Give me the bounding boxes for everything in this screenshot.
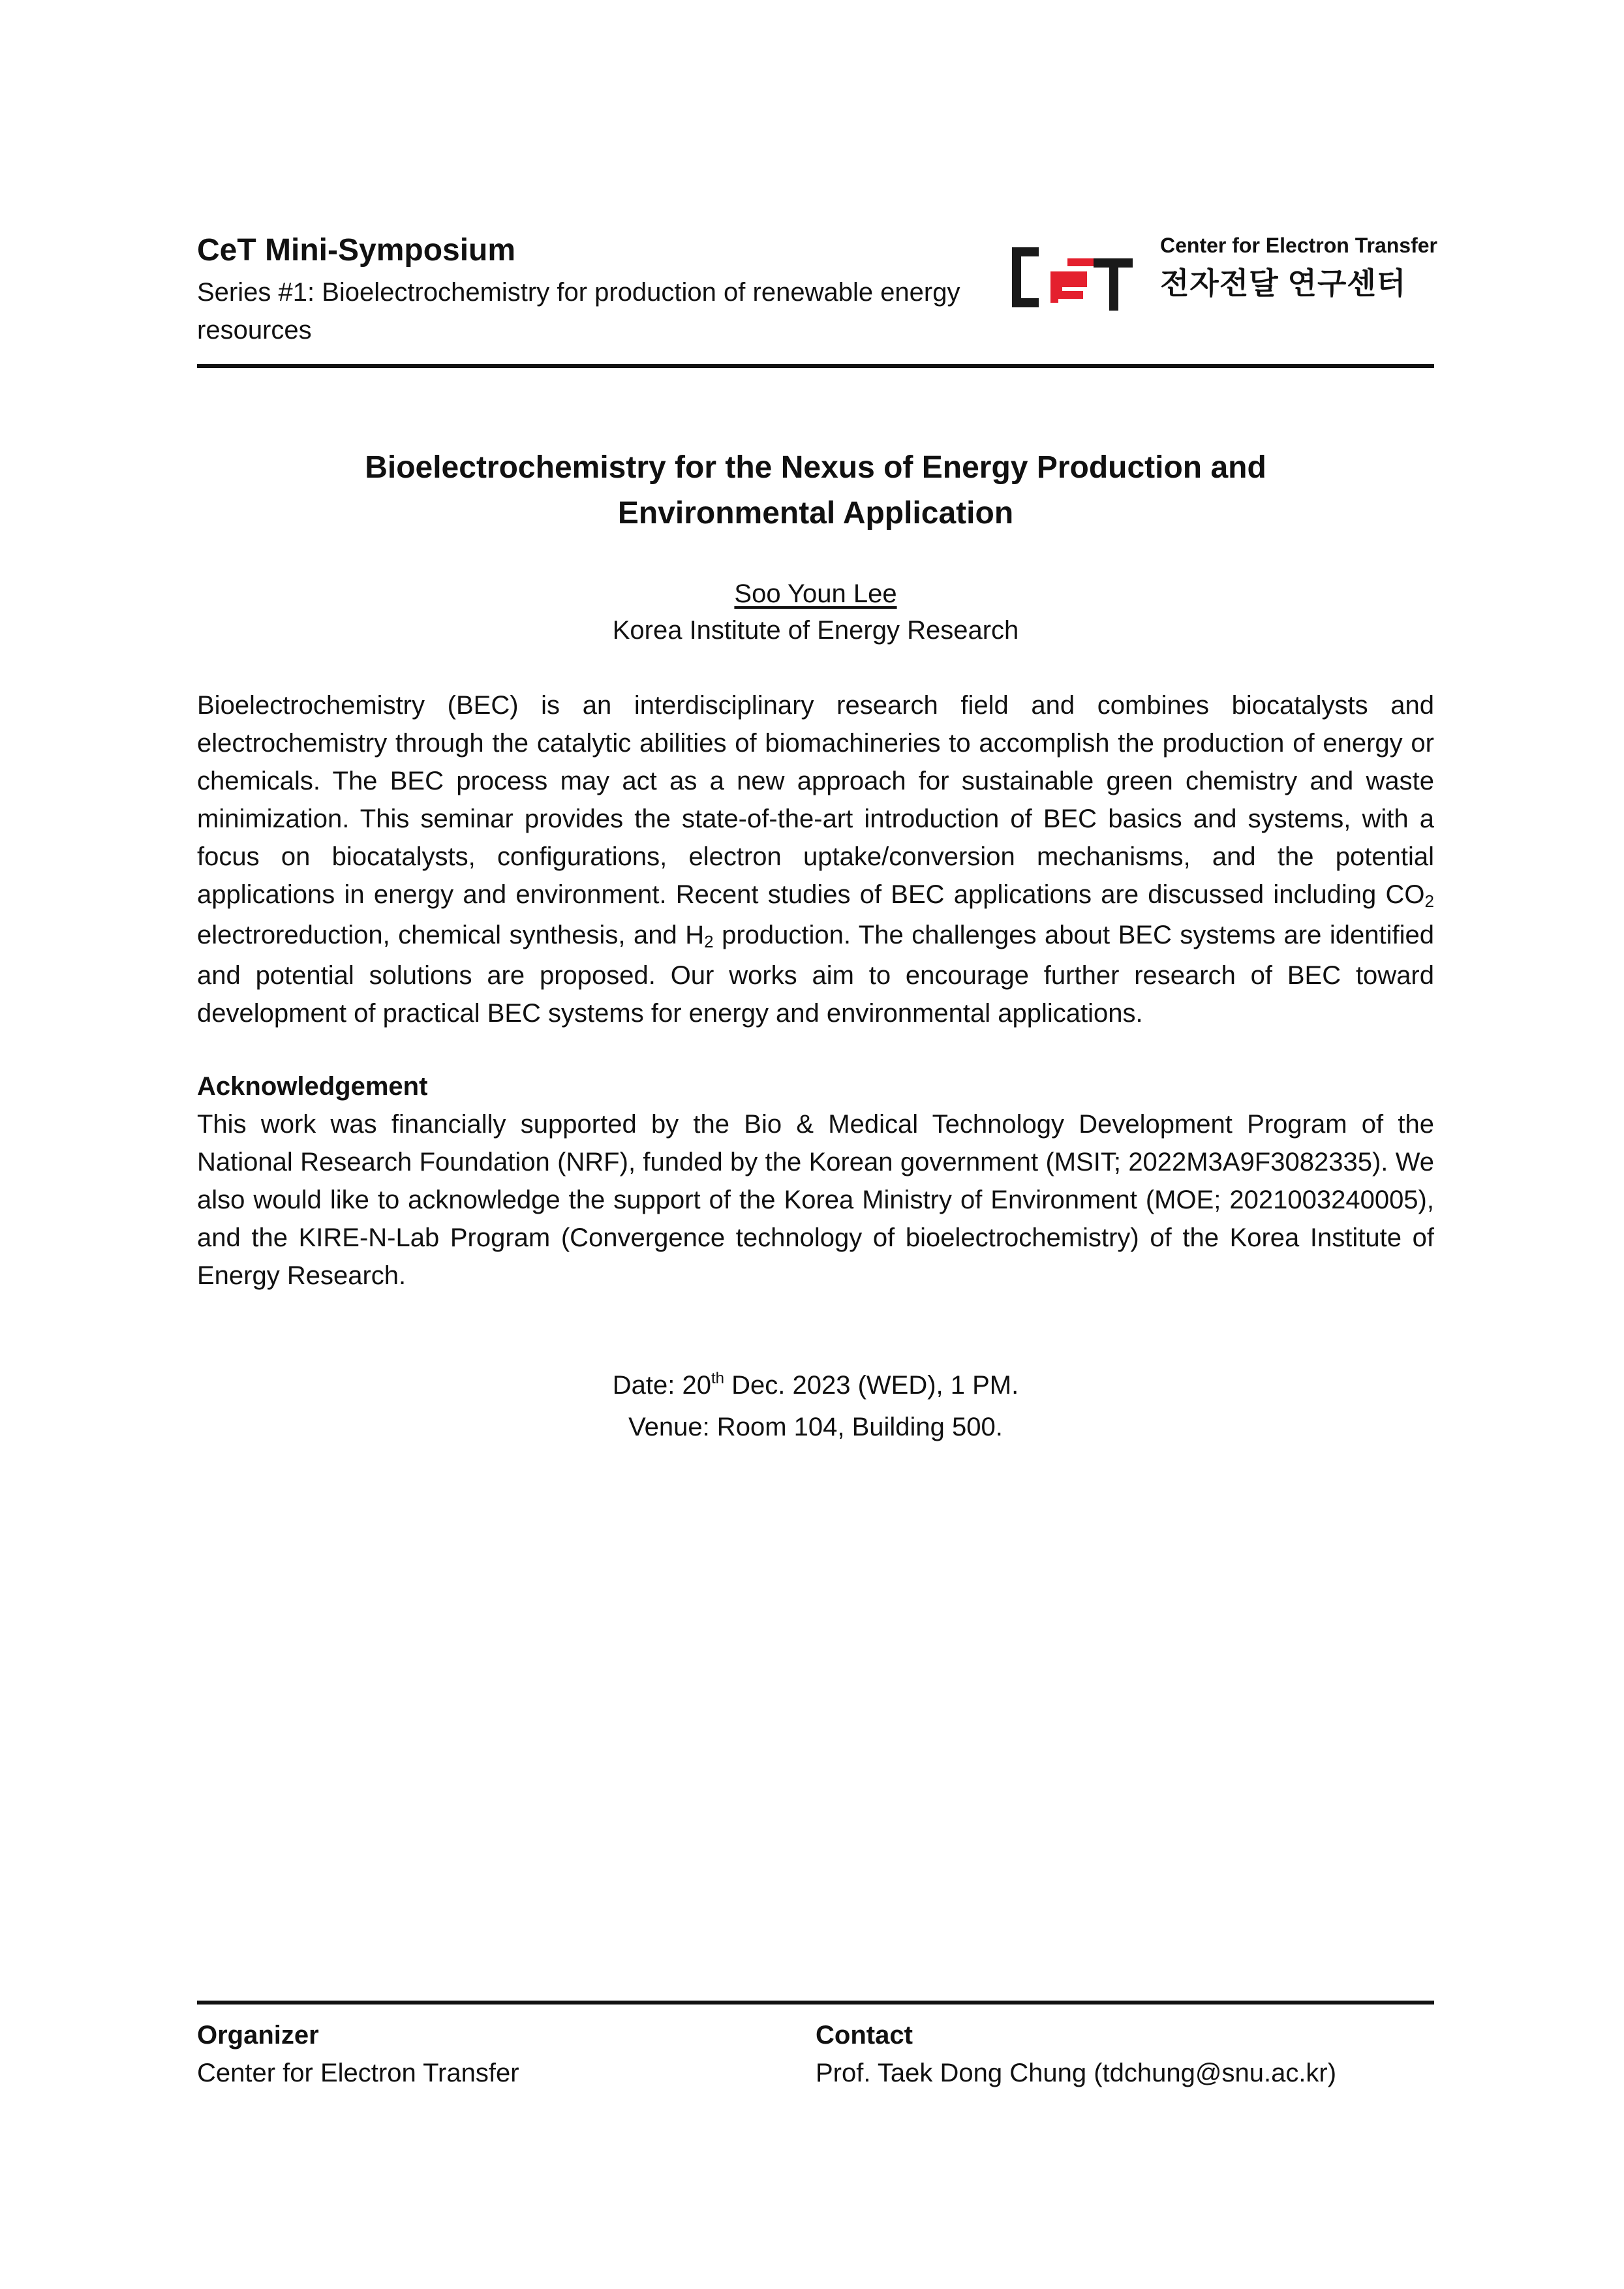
speaker-block — [197, 576, 1434, 649]
event-details — [197, 1366, 1434, 1446]
event-date-prefix: Date: 20 — [612, 1371, 711, 1400]
contact-value: Prof. Taek Dong Chung (tdchung@snu.ac.kr) — [816, 2059, 1337, 2087]
event-date-suffix: Dec. 2023 (WED), 1 PM. — [724, 1371, 1019, 1400]
series-subtitle: Series #1: Bioelectrochemistry for production of renewable energy resources — [197, 277, 960, 345]
abstract-text-2: electroreduction, chemical synthesis, and H — [197, 921, 705, 949]
cet-logo-icon — [1010, 243, 1134, 312]
contact-block — [816, 2016, 1336, 2092]
abstract-text-3: production. The challenges about BEC systems are identified and potential solutions are proposed. Our works aim to encourage further research of BEC toward development of practical BEC systems for energy and environmental applications. — [197, 921, 1434, 1028]
logo-text — [1160, 232, 1437, 303]
contact-label: Contact — [816, 2021, 913, 2050]
center-name-korean: 전자전달 연구센터 — [1160, 266, 1407, 300]
acknowledgement-text: This work was financially supported by the Bio & Medical Technology Development Program of the National Research Foundation (NRF), funded by the Korean government (MSIT; 2022M3A9F3082335). We also would like to acknowledge the support of the Korea Ministry of Environment (MOE; 2021003240005), and the KIRE-N-Lab Program (Convergence technology of bioelectrochemistry) of the Korea Institute of Energy Research. — [197, 1110, 1434, 1290]
event-date — [197, 1366, 1434, 1408]
talk-title-line-1: Bioelectrochemistry for the Nexus of Energy Production and — [365, 450, 1266, 485]
header-divider — [197, 364, 1434, 368]
speaker-affiliation: Korea Institute of Energy Research — [612, 616, 1019, 645]
abstract-text-1: Bioelectrochemistry (BEC) is an interdisciplinary research field and combines biocatalysts and electrochemistry through the catalytic abilities of biomachineries to accomplish the production of energy or chemicals. The BEC process may act as a new approach for sustainable green chemistry and waste minimization. This seminar provides the state-of-the-art introduction of BEC basics and systems, with a focus on biocatalysts, configurations, electron uptake/conversion mechanisms, and the potential applications in energy and environment. Recent studies of BEC applications are discussed including CO — [197, 691, 1434, 909]
symposium-title: CeT Mini-Symposium — [197, 233, 516, 268]
event-date-superscript: th — [711, 1370, 724, 1387]
center-name-english: Center for Electron Transfer — [1160, 234, 1437, 257]
footer-divider — [197, 2001, 1434, 2005]
talk-title — [197, 445, 1434, 536]
organizer-value: Center for Electron Transfer — [197, 2059, 519, 2087]
organizer-block — [197, 2016, 519, 2092]
abstract-paragraph — [197, 686, 1434, 1032]
speaker-name: Soo Youn Lee — [734, 579, 897, 608]
acknowledgement-heading: Acknowledgement — [197, 1072, 428, 1101]
header-left — [197, 232, 1006, 349]
abstract-subscript-1: 2 — [1424, 891, 1434, 911]
event-venue: Venue: Room 104, Building 500. — [628, 1413, 1003, 1441]
talk-title-line-2: Environmental Application — [617, 496, 1014, 530]
organizer-label: Organizer — [197, 2021, 319, 2050]
abstract-subscript-2: 2 — [704, 932, 714, 951]
